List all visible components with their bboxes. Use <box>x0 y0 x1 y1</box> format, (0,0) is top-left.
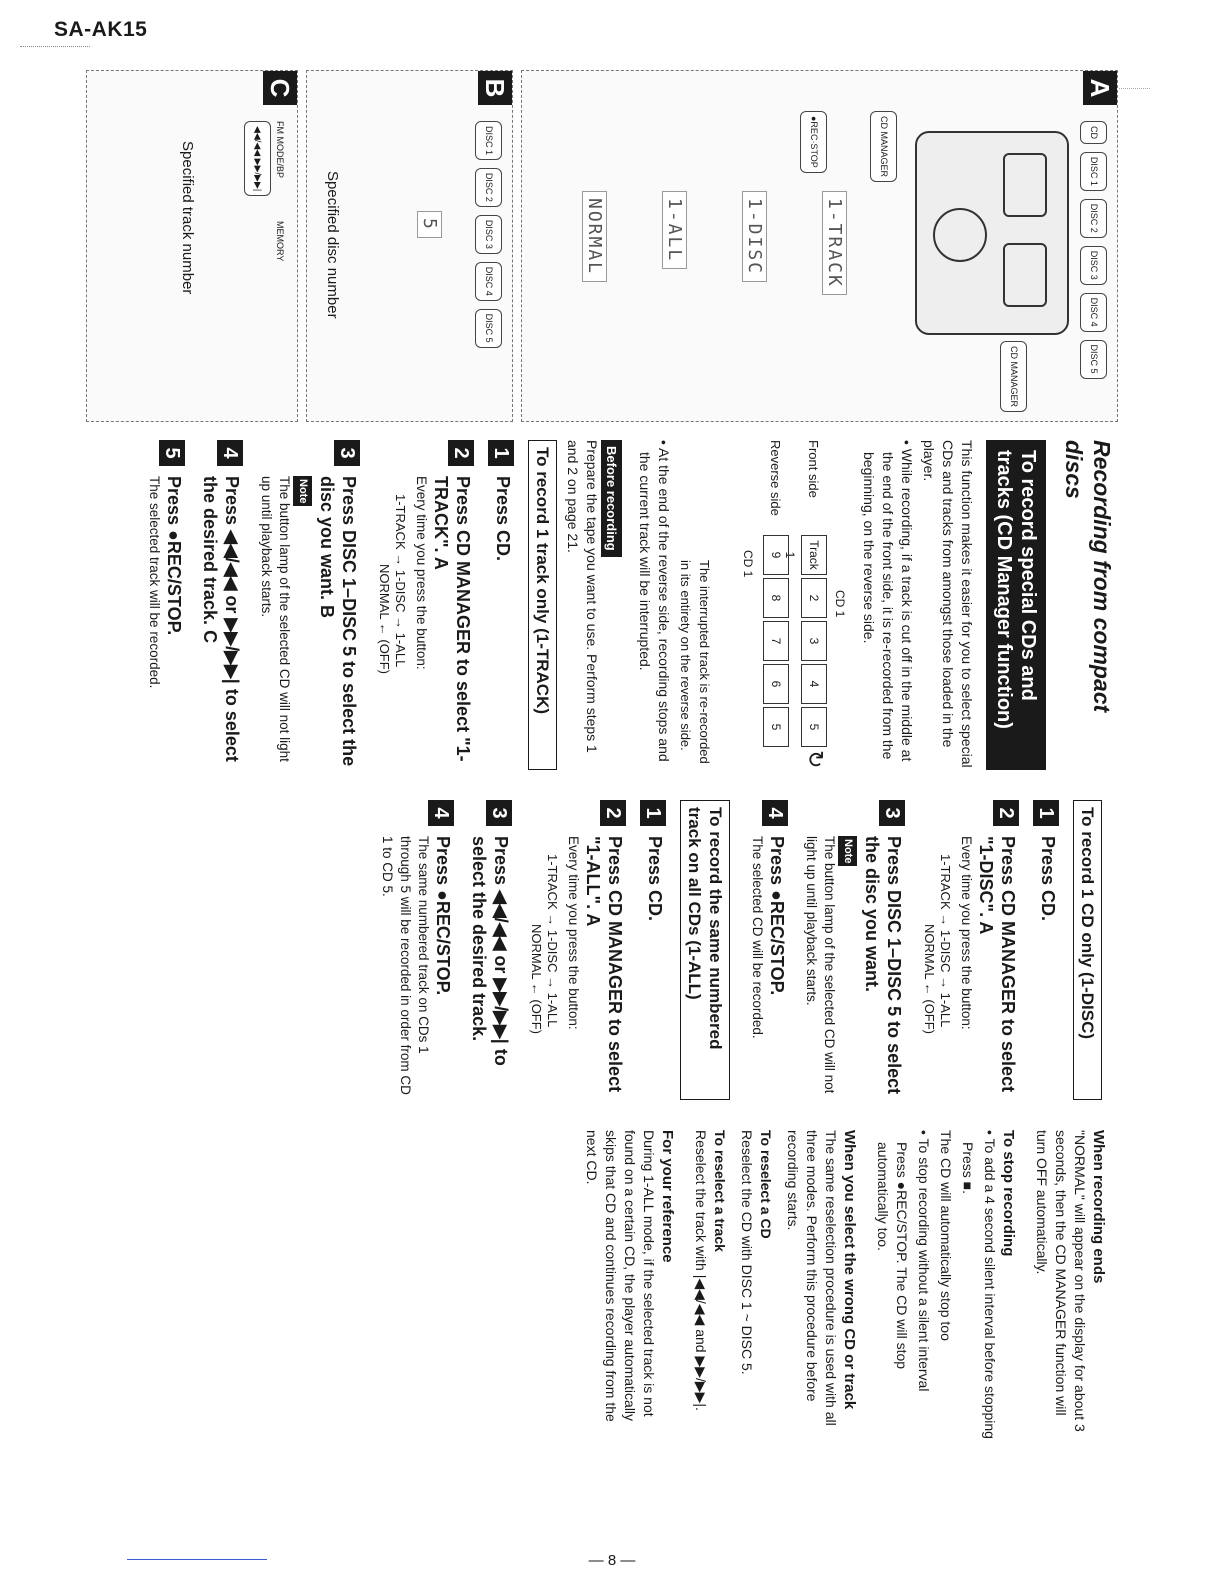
step-subtext: The same numbered track on CDs 1 through 5 will be recorded in order from CD 1 to CD 5. <box>380 836 431 1095</box>
bottom-link-underline <box>127 1559 267 1560</box>
one-cd-step-4 <box>748 800 788 1100</box>
lcd-1-track: 1-TRACK <box>822 191 847 295</box>
step-subtext: Every time you press the button: <box>414 476 429 670</box>
side-diagram <box>724 440 849 770</box>
one-track-step-2 <box>374 440 474 770</box>
step-number: 2 <box>993 800 1019 826</box>
stop-recording-heading: To stop recording <box>1000 1130 1017 1257</box>
cd1-label-bottom: CD 1 <box>741 550 755 578</box>
fm-mode-label: FM MODE/BP <box>275 121 285 179</box>
disc5-button-b[interactable]: DISC 5 <box>475 309 502 348</box>
step-subtext: The selected CD will be recorded. <box>750 836 765 1039</box>
step-text: Press CD MANAGER to select "1-ALL". A <box>583 836 625 1093</box>
one-cd-step-1 <box>1033 800 1059 1100</box>
cycle-top: 1-TRACK → 1-DISC → 1-ALL <box>938 854 953 1028</box>
reverse-side-label: Reverse side <box>768 440 783 516</box>
one-track-heading: To record 1 track only (1-TRACK) <box>528 440 557 770</box>
panel-b-label: B <box>478 71 512 105</box>
step-text: Press CD. <box>645 836 665 922</box>
auto-stop-text: The CD will automatically stop too <box>938 1130 954 1341</box>
step-note: The button lamp of the selected CD will not light up until playback starts. <box>804 836 837 1094</box>
reselect-track-text: Reselect the track with |◀◀/◀◀ and ▶▶/▶▶|. <box>693 1130 709 1411</box>
step-number: 1 <box>1033 800 1059 826</box>
caption-disc-number: Specified disc number <box>324 171 341 319</box>
step-text: Press DISC 1–DISC 5 to select the disc you want. <box>862 836 904 1095</box>
mode-cycle-diagram <box>376 494 408 770</box>
note-tag: Note <box>293 476 312 506</box>
reselect-cd-text: Reselect the CD with DISC 1 ~ DISC 5. <box>739 1130 755 1375</box>
disc5-button[interactable]: DISC 5 <box>1080 340 1107 379</box>
figure-panel-a <box>521 70 1118 422</box>
cd-button[interactable]: CD <box>1080 121 1107 144</box>
all-cds-step-3 <box>468 800 512 1100</box>
one-cd-step-2 <box>919 800 1019 1100</box>
front-track: 3 <box>801 621 827 661</box>
disc1-button[interactable]: DISC 1 <box>1080 152 1107 191</box>
intro-bullet-1: • While recording, if a track is cut off in the middle at the end of the front side, it is re-recorded from the beginning, on the reverse side. <box>861 440 915 762</box>
reverse-track: 7 <box>763 621 789 661</box>
step-number: 5 <box>159 440 185 466</box>
step-number: 2 <box>448 440 474 466</box>
notes-column <box>579 1130 1108 1440</box>
cd-manager-banner: To record special CDs and tracks (CD Manager function) <box>986 440 1046 770</box>
disc3-button-b[interactable]: DISC 3 <box>475 215 502 254</box>
figure-panel-b <box>306 70 513 422</box>
disc4-button[interactable]: DISC 4 <box>1080 293 1107 332</box>
one-cd-column <box>374 800 1108 1100</box>
curved-arrow-icon: ↻ <box>803 750 828 769</box>
panel-c-label: C <box>263 71 297 105</box>
header-rule <box>20 46 90 47</box>
intro-paragraph: This function makes it easier for you to select special CDs and tracks from amongst those loaded in the player. <box>921 440 975 768</box>
one-cd-heading: To record 1 CD only (1-DISC) <box>1073 800 1102 1100</box>
when-recording-ends-text: "NORMAL" will appear on the display for about 3 seconds, then the CD MANAGER function will turn OFF automatically. <box>1034 1130 1088 1432</box>
figure-column <box>78 78 1118 422</box>
reverse-track: 9 <box>763 535 789 575</box>
prepare-text: Prepare the tape you want to use. Perform steps 1 and 2 on page 21. <box>565 440 600 753</box>
one-track-step-4 <box>199 440 243 770</box>
reverse-track: 8 <box>763 578 789 618</box>
front-track: 2 <box>801 578 827 618</box>
skip-buttons[interactable]: ◀◀/◀◀ ▶▶/▶▶| <box>244 121 271 196</box>
model-number: SA-AK15 <box>54 18 148 41</box>
reselect-cd-heading: To reselect a CD <box>758 1130 774 1239</box>
note-tag: Note <box>838 836 857 866</box>
step-text: Press ●REC/STOP. <box>164 476 184 636</box>
figure-panel-c <box>86 70 298 422</box>
interrupted-note: The interrupted track is re-recorded in its entirety on the reverse side. <box>678 560 712 764</box>
intro-column <box>141 440 1118 770</box>
step-subtext: Every time you press the button: <box>566 836 581 1030</box>
all-cds-step-4 <box>378 800 454 1100</box>
memory-label: MEMORY <box>275 221 285 262</box>
step-text: Press ◀◀/◀◀ or ▶▶/▶▶| to select the desired track. <box>469 836 511 1066</box>
cycle-top: 1-TRACK → 1-DISC → 1-ALL <box>393 494 408 668</box>
all-cds-heading: To record the same numbered track on all CDs (1-ALL) <box>680 800 730 1100</box>
step-number: 3 <box>879 800 905 826</box>
lcd-normal: NORMAL <box>582 191 607 282</box>
stop-bullet-2-text: Press ●REC/STOP. The CD will stop automatically too. <box>875 1142 910 1370</box>
disc3-button[interactable]: DISC 3 <box>1080 246 1107 285</box>
one-track-step-1 <box>488 440 514 770</box>
step-text: Press ●REC/STOP. <box>767 836 787 996</box>
intro-bullet-2: • At the end of the reverse side, recording stops and the current track will be interrupted. <box>637 440 672 762</box>
reference-text: During 1-ALL mode, if the selected track is not found on a certain CD, the player automatically skips that CD and continues recording from the next CD. <box>584 1130 657 1422</box>
disc-key-row-b <box>475 121 502 352</box>
disc4-button-b[interactable]: DISC 4 <box>475 262 502 301</box>
step-subtext: The selected track will be recorded. <box>147 476 162 689</box>
step-number: 1 <box>488 440 514 466</box>
cd-manager-button-small[interactable]: CD MANAGER <box>870 111 897 182</box>
lcd-1-disc: 1-DISC <box>742 191 767 282</box>
step-text: Press DISC 1–DISC 5 to select the disc you want. B <box>317 476 359 767</box>
one-cd-step-3 <box>802 800 905 1100</box>
step-number: 3 <box>486 800 512 826</box>
wrong-cd-text: The same reselection procedure is used with all three modes. Perform this procedure before recording starts. <box>785 1130 839 1426</box>
stereo-unit-icon <box>915 131 1069 335</box>
disc-key-row <box>1080 121 1107 383</box>
page-number: — 8 — <box>588 1552 636 1569</box>
section-title: Recording from compact discs <box>1061 440 1115 713</box>
step-note: The button lamp of the selected CD will not light up until playback starts. <box>259 476 292 762</box>
all-cds-step-2 <box>526 800 626 1100</box>
rotated-manual-page <box>78 78 1118 1470</box>
mode-cycle-diagram <box>528 854 560 1100</box>
lcd-disc-number: 5 <box>417 211 442 238</box>
before-recording-label: Before recording <box>601 440 622 557</box>
caption-track-number: Specified track number <box>179 141 196 295</box>
step-number: 4 <box>428 800 454 826</box>
step-text: Press CD MANAGER to select "1-TRACK". A <box>431 476 473 762</box>
step-number: 4 <box>217 440 243 466</box>
disc1-button-b[interactable]: DISC 1 <box>475 121 502 160</box>
step-subtext: Every time you press the button: <box>959 836 974 1030</box>
front-side-label: Front side <box>806 440 821 498</box>
mode-cycle-diagram <box>921 854 953 1100</box>
step-text: Press ◀◀/◀◀ or ▶▶/▶▶| to select the desired track. C <box>200 476 242 762</box>
one-track-step-5 <box>145 440 185 770</box>
panel-a-label: A <box>1083 71 1117 105</box>
step-number: 4 <box>762 800 788 826</box>
disc2-button[interactable]: DISC 2 <box>1080 199 1107 238</box>
step-number: 3 <box>334 440 360 466</box>
reselect-track-heading: To reselect a track <box>712 1130 728 1252</box>
one-track-step-3 <box>257 440 360 770</box>
wrong-cd-heading: When you select the wrong CD or track <box>841 1130 858 1410</box>
cd1-label-top: CD 1 <box>833 590 847 618</box>
lcd-1-all: 1-ALL <box>662 191 687 269</box>
cycle-top: 1-TRACK → 1-DISC → 1-ALL <box>545 854 560 1028</box>
front-track-row <box>783 535 827 747</box>
front-track: 4 <box>801 664 827 704</box>
all-cds-step-1 <box>640 800 666 1100</box>
disc2-button-b[interactable]: DISC 2 <box>475 168 502 207</box>
stop-bullet-2: • To stop recording without a silent interval <box>916 1130 932 1392</box>
cd-manager-button[interactable]: CD MANAGER <box>1000 341 1027 412</box>
press-stop-text: Press ■. <box>960 1142 976 1195</box>
reverse-track: 6 <box>763 664 789 704</box>
step-text: Press CD. <box>493 476 513 562</box>
cycle-bottom: NORMAL ← (OFF) <box>529 924 544 1035</box>
step-text: Press ●REC/STOP. <box>433 836 453 996</box>
cycle-bottom: NORMAL ← (OFF) <box>922 924 937 1035</box>
when-recording-ends-heading: When recording ends <box>1090 1130 1107 1284</box>
step-number: 2 <box>600 800 626 826</box>
step-text: Press CD MANAGER to select "1-DISC". A <box>976 836 1018 1093</box>
front-track: Track 1 <box>801 535 827 575</box>
cycle-bottom: NORMAL ← (OFF) <box>377 564 392 675</box>
reverse-track-row <box>763 535 789 747</box>
reference-heading: For your reference <box>659 1130 676 1263</box>
front-track: 5 <box>801 707 827 747</box>
stop-bullet-1: • To add a 4 second silent interval before stopping <box>982 1130 998 1439</box>
reverse-track: 5 <box>763 707 789 747</box>
step-number: 1 <box>640 800 666 826</box>
step-text: Press CD. <box>1038 836 1058 922</box>
rec-stop-button[interactable]: ●REC·STOP <box>800 111 827 173</box>
